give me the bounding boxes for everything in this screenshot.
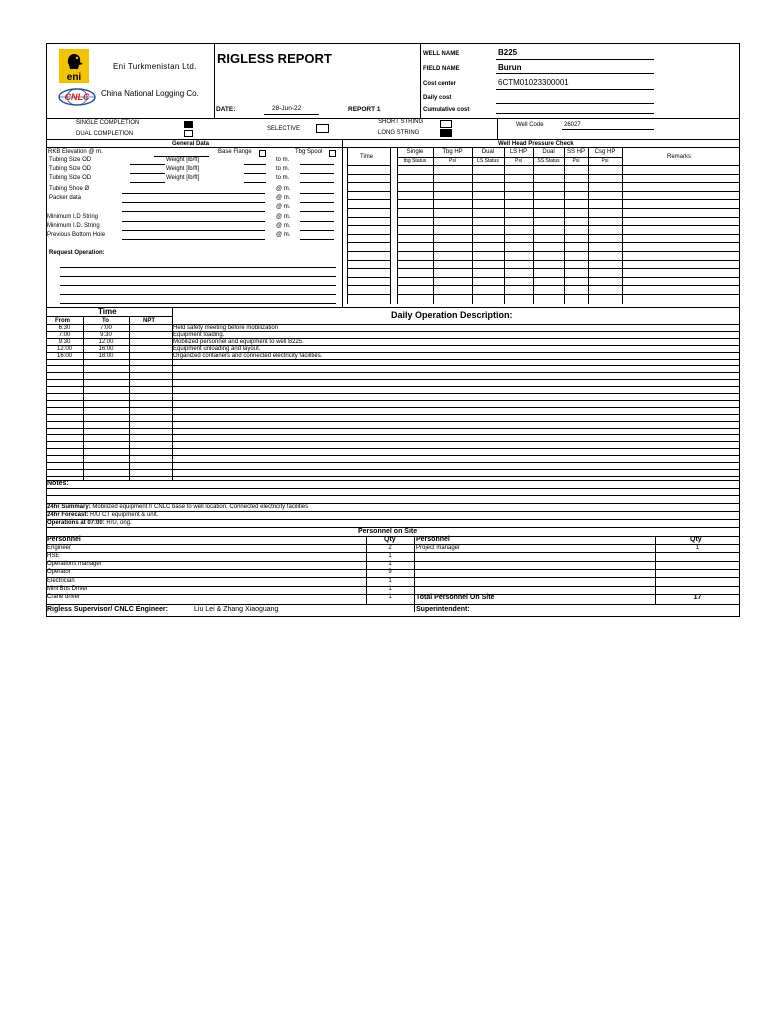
value-line bbox=[300, 182, 334, 183]
grid-line bbox=[397, 199, 740, 200]
grid-line bbox=[347, 174, 390, 175]
wellhead-column-header: Dual bbox=[542, 149, 555, 155]
supervisor-value: Liu Lei & Zhang Xiaoguang bbox=[194, 606, 279, 613]
grid-line bbox=[347, 251, 390, 252]
personnel-qty: 1 bbox=[388, 553, 392, 559]
total-personnel-value: 17 bbox=[693, 594, 702, 601]
grid-line bbox=[46, 386, 740, 387]
general-data-title: General Data bbox=[172, 141, 210, 147]
grid-line bbox=[46, 407, 740, 408]
personnel-role: HSE bbox=[47, 553, 60, 559]
grid-line bbox=[397, 208, 740, 209]
summary-text: Mobilized equipment f/ CNLC base to well location. Connected electricity facilities bbox=[92, 504, 309, 510]
value-line bbox=[300, 173, 334, 174]
grid-line bbox=[390, 147, 391, 304]
op-from: 6:30 bbox=[58, 325, 71, 331]
tbg-spool-checkbox[interactable] bbox=[329, 150, 336, 157]
rigless-report-sheet bbox=[46, 43, 740, 617]
wellhead-column-header: SS HP bbox=[566, 149, 585, 155]
value-line bbox=[244, 164, 266, 165]
value-line bbox=[300, 239, 334, 240]
cumulative-cost-label: Cumulative cost bbox=[423, 107, 470, 113]
grid-line bbox=[347, 285, 390, 286]
op-description: Equipment unloading and layout. bbox=[173, 346, 261, 352]
qty-col-left: Qty bbox=[384, 536, 396, 543]
wellhead-time-label: Time bbox=[360, 154, 374, 160]
value-line bbox=[122, 221, 265, 222]
op-from: 7:00 bbox=[58, 332, 71, 338]
cnlc-logo bbox=[54, 87, 100, 107]
field-name-label: FIELD NAME bbox=[423, 66, 460, 72]
grid-line bbox=[397, 268, 740, 269]
at-label: @ m. bbox=[276, 195, 291, 202]
wellhead-title: Well Head Pressure Check bbox=[498, 141, 574, 147]
personnel-col-right: Personnel bbox=[416, 536, 450, 543]
personnel-qty: 2 bbox=[388, 545, 392, 551]
value-line bbox=[122, 202, 265, 203]
operation-row bbox=[46, 353, 740, 360]
report-title: RIGLESS REPORT bbox=[217, 51, 332, 66]
value-line bbox=[122, 230, 265, 231]
depth-row-label: Previous Bottom Hole bbox=[47, 232, 106, 238]
total-personnel-label: Total Personnel On Site bbox=[416, 594, 495, 601]
to-label: to m. bbox=[276, 175, 290, 181]
op-description: Held safety meeting before mobilization bbox=[173, 325, 279, 331]
wellhead-column-header: Single bbox=[406, 149, 424, 155]
ops0700-label: Operations at 07:00: bbox=[47, 520, 105, 526]
grid-line bbox=[347, 242, 390, 243]
to-label: to m. bbox=[276, 157, 290, 163]
value-line bbox=[300, 164, 334, 165]
cost-center-value: 6CTM01023300001 bbox=[498, 78, 569, 87]
well-name-value: B225 bbox=[498, 48, 518, 57]
value-line bbox=[300, 202, 334, 203]
op-description: Organized containers and connected electricity facilities. bbox=[173, 353, 323, 359]
grid-line bbox=[397, 174, 740, 175]
at-label: @ m. bbox=[276, 204, 291, 211]
rkb-elevation-label: RKB Elevation @ m. bbox=[48, 149, 103, 155]
personnel-role: Electrician bbox=[47, 578, 75, 584]
long-string-label: LONG STRING bbox=[378, 130, 420, 136]
eni-logo bbox=[59, 49, 89, 83]
forecast-text: R/U CT equipment & unit. bbox=[90, 512, 159, 518]
grid-line bbox=[397, 182, 740, 183]
grid-line bbox=[46, 428, 740, 429]
op-to: 9:30 bbox=[100, 332, 112, 338]
superintendent-label: Superintendent: bbox=[416, 606, 470, 613]
value-line bbox=[122, 193, 265, 194]
at-label: @ m. bbox=[276, 232, 291, 238]
grid-line bbox=[46, 441, 740, 442]
wellhead-column-unit: Psi bbox=[515, 158, 522, 164]
from-header: From bbox=[55, 318, 70, 324]
personnel-role: Mini Bus Driver bbox=[47, 586, 88, 592]
grid-line bbox=[46, 372, 740, 373]
personnel-role: Project manager bbox=[416, 545, 461, 551]
grid-line bbox=[397, 234, 740, 235]
base-flange-label: Base Flange bbox=[218, 149, 252, 155]
dual-completion-label: DUAL COMPLETION bbox=[76, 131, 134, 137]
wellhead-remarks-label: Remarks bbox=[667, 154, 692, 160]
personnel-role: Operator bbox=[47, 569, 71, 575]
date-value: 28-Jun-22 bbox=[272, 105, 302, 112]
op-from: 9:30 bbox=[58, 339, 71, 345]
wellhead-column-unit: tbg Status bbox=[403, 158, 427, 164]
op-from: 12:00 bbox=[56, 346, 72, 352]
grid-line bbox=[397, 157, 622, 158]
wellhead-column-header: Tbg HP bbox=[442, 149, 463, 155]
grid-line bbox=[397, 165, 740, 166]
op-to: 12:00 bbox=[98, 339, 114, 345]
single-completion-label: SINGLE COMPLETION bbox=[76, 120, 140, 126]
wellhead-column-header: LS HP bbox=[509, 149, 528, 155]
depth-row-label: Minimum I.D String bbox=[47, 213, 99, 220]
tbg-spool-label: Tbg Spool bbox=[295, 149, 323, 155]
grid-line bbox=[397, 225, 740, 226]
operation-row bbox=[46, 346, 740, 353]
value-line bbox=[130, 164, 165, 165]
grid-line bbox=[46, 400, 740, 401]
operation-row bbox=[46, 332, 740, 339]
personnel-qty: 1 bbox=[388, 578, 392, 584]
weight-label: Weight [lb/ft] bbox=[166, 175, 200, 181]
qty-col-right: Qty bbox=[690, 536, 702, 543]
at-label: @ m. bbox=[276, 213, 291, 220]
grid-line bbox=[46, 448, 740, 449]
grid-line bbox=[397, 277, 740, 278]
value-line bbox=[130, 173, 165, 174]
well-code-label: Well Code bbox=[516, 122, 544, 128]
grid-line bbox=[46, 365, 740, 366]
grid-line bbox=[172, 307, 173, 316]
grid-line bbox=[397, 251, 740, 252]
op-to: 7:00 bbox=[100, 325, 112, 331]
grid-line bbox=[46, 414, 740, 415]
forecast-line bbox=[47, 512, 158, 518]
well-name-label: WELL NAME bbox=[423, 51, 460, 57]
date-label: DATE: bbox=[216, 106, 236, 113]
base-flange-checkbox[interactable] bbox=[259, 150, 266, 157]
dual-completion-checkbox[interactable] bbox=[184, 130, 193, 137]
grid-line bbox=[347, 268, 390, 269]
wellhead-column-unit: SS Status bbox=[537, 158, 560, 164]
value-line bbox=[244, 182, 266, 183]
daily-cost-label: Daily cost bbox=[423, 95, 452, 101]
eni-logo-text: eni bbox=[66, 72, 82, 83]
daily-operation-title: Daily Operation Description: bbox=[391, 310, 513, 320]
summary-line bbox=[47, 504, 308, 510]
operation-row bbox=[46, 325, 740, 332]
personnel-role: Engineer bbox=[47, 545, 72, 551]
grid-line bbox=[347, 199, 390, 200]
cost-center-label: Cost center bbox=[423, 81, 457, 87]
grid-line bbox=[347, 182, 390, 183]
grid-line bbox=[347, 277, 390, 278]
tubing-size-label: Tubing Size OD bbox=[49, 166, 92, 172]
forecast-label: 24hr Forecast: bbox=[47, 512, 89, 518]
op-from: 16:00 bbox=[56, 353, 72, 359]
personnel-qty: 1 bbox=[388, 594, 392, 600]
wellhead-column-unit: Psi bbox=[572, 158, 580, 164]
personnel-qty: 1 bbox=[695, 545, 700, 551]
ops0700-line bbox=[47, 520, 132, 526]
grid-line bbox=[46, 469, 740, 470]
personnel-qty: 9 bbox=[388, 569, 392, 575]
value-line bbox=[300, 221, 334, 222]
personnel-title: Personnel on Site bbox=[358, 528, 418, 535]
grid-line bbox=[397, 191, 740, 192]
wellhead-column-unit: Psi bbox=[449, 158, 456, 164]
grid-line bbox=[46, 462, 740, 463]
at-label: @ m. bbox=[276, 222, 291, 229]
personnel-col-left: Personnel bbox=[47, 536, 81, 543]
grid-line bbox=[347, 260, 390, 261]
grid-line bbox=[46, 434, 740, 435]
grid-line bbox=[347, 294, 390, 295]
grid-line bbox=[397, 242, 740, 243]
report-number: REPORT 1 bbox=[348, 106, 381, 113]
weight-label: Weight [lb/ft] bbox=[166, 157, 200, 163]
well-code-value: 26027 bbox=[564, 122, 581, 128]
value-line bbox=[130, 182, 165, 183]
to-label: to m. bbox=[276, 166, 290, 172]
summary-label: 24hr Summary: bbox=[47, 504, 91, 510]
at-label: @ m. bbox=[276, 186, 291, 192]
supervisor-label: Rigless Supervisor/ CNLC Engineer: bbox=[47, 606, 168, 613]
grid-line bbox=[397, 285, 740, 286]
single-completion-checkbox[interactable] bbox=[184, 121, 193, 128]
grid-line bbox=[347, 217, 390, 218]
long-string-checkbox[interactable] bbox=[440, 129, 452, 137]
personnel-role: Crane driver bbox=[47, 594, 81, 600]
depth-row-label: Minimum I.D. String bbox=[47, 222, 100, 229]
grid-line bbox=[46, 421, 740, 422]
grid-line bbox=[46, 455, 740, 456]
wellhead-column-unit: LS Status bbox=[477, 158, 499, 164]
grid-line bbox=[46, 379, 740, 380]
op-to: 16:00 bbox=[98, 346, 114, 352]
company-cnlc: China National Logging Co. bbox=[101, 89, 199, 98]
grid-line bbox=[397, 294, 740, 295]
op-to: 18:00 bbox=[98, 353, 114, 359]
ops0700-text: R/U, ong. bbox=[106, 520, 132, 526]
value-line bbox=[122, 239, 265, 240]
grid-line bbox=[347, 208, 390, 209]
weight-label: Weight [lb/ft] bbox=[166, 166, 200, 172]
to-header: To bbox=[102, 318, 109, 324]
selective-checkbox[interactable] bbox=[316, 124, 329, 133]
grid-line bbox=[347, 225, 390, 226]
value-line bbox=[300, 211, 334, 212]
cnlc-logo-text: CNLC bbox=[64, 92, 90, 102]
request-operation-label: Request Operation: bbox=[49, 250, 105, 256]
personnel-role: Operations manager bbox=[47, 561, 102, 567]
op-description: Equipment loading. bbox=[173, 332, 225, 338]
depth-row-label: Tubing Shoe Ø bbox=[49, 186, 90, 192]
short-string-label: SHORT STRING bbox=[378, 119, 424, 125]
grid-line bbox=[347, 165, 390, 166]
npt-header: NPT bbox=[143, 318, 155, 324]
operation-row bbox=[46, 339, 740, 346]
company-eni: Eni Turkmenistan Ltd. bbox=[113, 62, 197, 71]
personnel-qty: 1 bbox=[388, 561, 392, 567]
grid-line bbox=[46, 476, 740, 477]
field-name-value: Burun bbox=[498, 63, 522, 72]
op-description: Mobilized personnel and equipment to well B225. bbox=[173, 339, 304, 345]
value-line bbox=[244, 173, 266, 174]
value-line bbox=[122, 211, 265, 212]
grid-line bbox=[414, 536, 415, 612]
selective-label: SELECTIVE bbox=[267, 126, 301, 132]
value-line bbox=[300, 230, 334, 231]
time-header: Time bbox=[98, 307, 117, 316]
wellhead-column-unit: Psi bbox=[601, 158, 609, 164]
value-line bbox=[300, 193, 334, 194]
tubing-size-label: Tubing Size OD bbox=[49, 175, 92, 181]
grid-line bbox=[347, 191, 390, 192]
personnel-qty: 1 bbox=[388, 586, 392, 592]
grid-line bbox=[397, 217, 740, 218]
notes-label: Notes: bbox=[47, 480, 69, 487]
grid-line bbox=[46, 393, 740, 394]
grid-line bbox=[347, 234, 390, 235]
wellhead-column-header: Csg HP bbox=[594, 149, 616, 155]
tubing-size-label: Tubing Size OD bbox=[49, 157, 92, 163]
short-string-checkbox[interactable] bbox=[440, 120, 452, 128]
grid-line bbox=[397, 260, 740, 261]
wellhead-column-header: Dual bbox=[481, 149, 495, 155]
depth-row-label: Packer data bbox=[49, 195, 82, 202]
